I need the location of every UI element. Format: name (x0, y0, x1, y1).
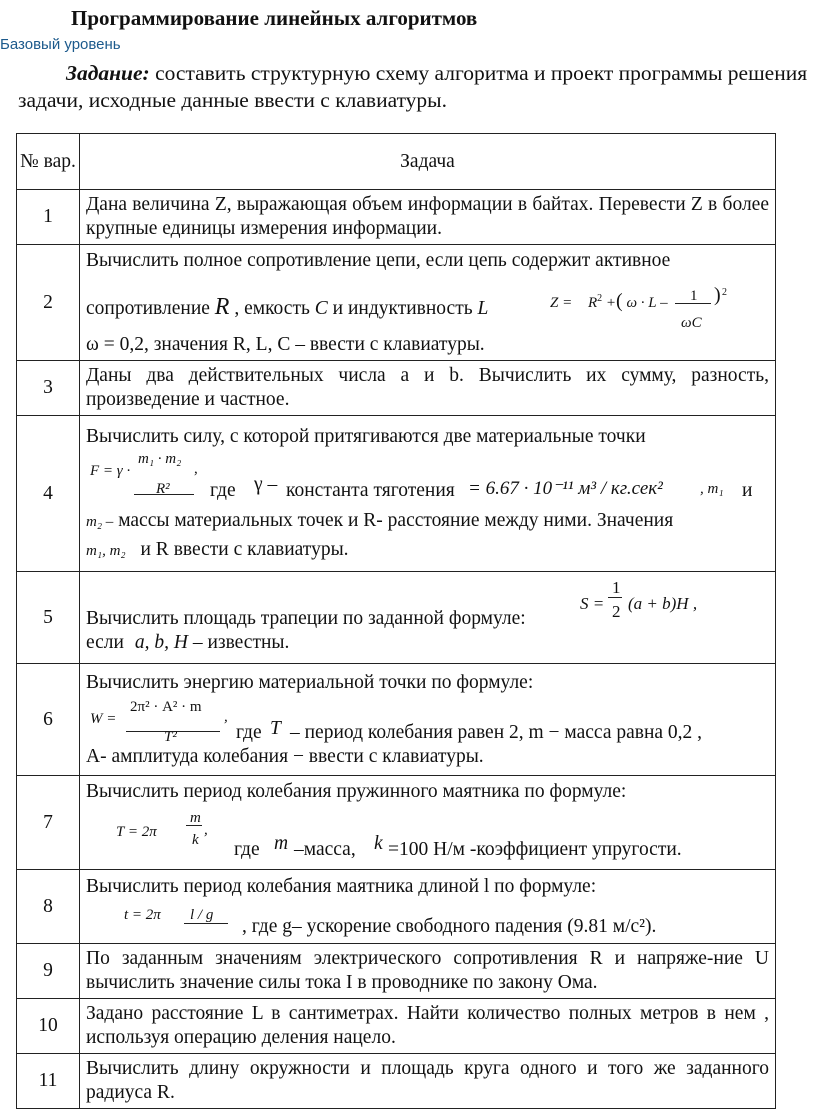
row-content (80, 664, 776, 776)
table-row (17, 870, 776, 944)
row-num: 1 (17, 190, 80, 245)
row-content (80, 776, 776, 870)
row-num: 8 (17, 870, 80, 944)
impedance-formula: $Z = R^2$ +( ω · L – 1 ωC ) 2 (550, 284, 727, 331)
table-row (17, 776, 776, 870)
spring-formula-line: T = 2π m k , где m –масса, k =100 Н/м -коэффициент упругости. (116, 809, 682, 860)
row-line: A- амплитуда колебания − ввести с клавиатуры. (86, 745, 484, 767)
row-num: 5 (17, 572, 80, 664)
row-content: Вычислить площадь трапеции по заданной формуле: если a, b, H – известны. S = 1 2 (a + b)H , (80, 572, 776, 664)
table-row (17, 416, 776, 572)
col-header-task: Задача (80, 134, 776, 190)
row-num: 2 (17, 245, 80, 361)
row-line: Вычислить силу, с которой притягиваются две материальные точки (86, 425, 646, 447)
row-text: По заданным значениям электрического сопротивления R и напряже-ние U вычислить значение силы тока I в проводнике по закону Ома. (80, 944, 776, 999)
table-row (17, 190, 776, 245)
task-statement (18, 60, 814, 114)
row-text: Вычислить длину окружности и площадь круга одного и того же заданного радиуса R. (80, 1054, 776, 1109)
page-title: Программирование линейных алгоритмов (71, 6, 478, 30)
row-num: 7 (17, 776, 80, 870)
row-num: 11 (17, 1054, 80, 1109)
table-row (17, 664, 776, 776)
row-line: Вычислить энергию материальной точки по формуле: (86, 671, 534, 693)
row-num: 3 (17, 361, 80, 416)
row-text: Задано расстояние L в сантиметрах. Найти количество полных метров в нем , используя операцию деления нацело. (80, 999, 776, 1054)
row-line: Вычислить период колебания пружинного маятника по формуле: (86, 780, 627, 802)
row-line: сопротивление R , емкость C и индуктивность L (86, 293, 489, 320)
table-row (17, 944, 776, 999)
level-subtitle: Базовый уровень (0, 36, 121, 53)
row-text: Даны два действительных числа a и b. Вычислить их сумму, разность, произведение и частное. (80, 361, 776, 416)
row-num: 9 (17, 944, 80, 999)
row-text: Дана величина Z, выражающая объем информации в байтах. Перевести Z в более крупные единицы измерения информации. (80, 190, 776, 245)
row-line: Вычислить полное сопротивление цепи, если цепь содержит активное (86, 249, 671, 271)
gravity-formula-line: F = γ · m₁ · m₂ , R² где γ – константа тяготения = 6.67 · 10⁻¹¹ м³ / кг.сек² , m₁ и (90, 450, 753, 501)
row-line: ω = 0,2, значения R, L, C – ввести с клавиатуры. (86, 333, 485, 355)
row-line: m₂ – массы материальных точек и R- расстояние между ними. Значения (86, 509, 674, 531)
table-row (17, 361, 776, 416)
row-content (80, 245, 776, 361)
table-row (17, 999, 776, 1054)
row-line: m₁, m₂ и R ввести с клавиатуры. (86, 538, 349, 560)
task-label: Задание: (66, 61, 150, 85)
table-header-row (17, 134, 776, 190)
task-text: составить структурную схему алгоритма и проект программы решения задачи, исходные данные ввести с клавиатуры. (18, 61, 808, 112)
row-num: 10 (17, 999, 80, 1054)
table-row (17, 245, 776, 361)
row-line: Вычислить период колебания маятника длиной l по формуле: (86, 875, 597, 897)
row-num: 4 (17, 416, 80, 572)
row-num: 6 (17, 664, 80, 776)
pendulum-formula-line: t = 2π l / g , где g– ускорение свободного падения (9.81 м/с²). (124, 906, 657, 937)
col-header-num: № вар. (17, 134, 80, 190)
row-line: Вычислить площадь трапеции по заданной формуле: (86, 607, 526, 629)
row-line: если a, b, H – известны. (86, 631, 290, 653)
energy-formula-line: W = 2π² · A² · m T² , где T – период колебания равен 2, m − масса равна 0,2 , (90, 698, 703, 745)
table-row (17, 572, 776, 664)
tasks-table (16, 133, 776, 1109)
row-content (80, 870, 776, 944)
table-row (17, 1054, 776, 1109)
row-content (80, 416, 776, 572)
